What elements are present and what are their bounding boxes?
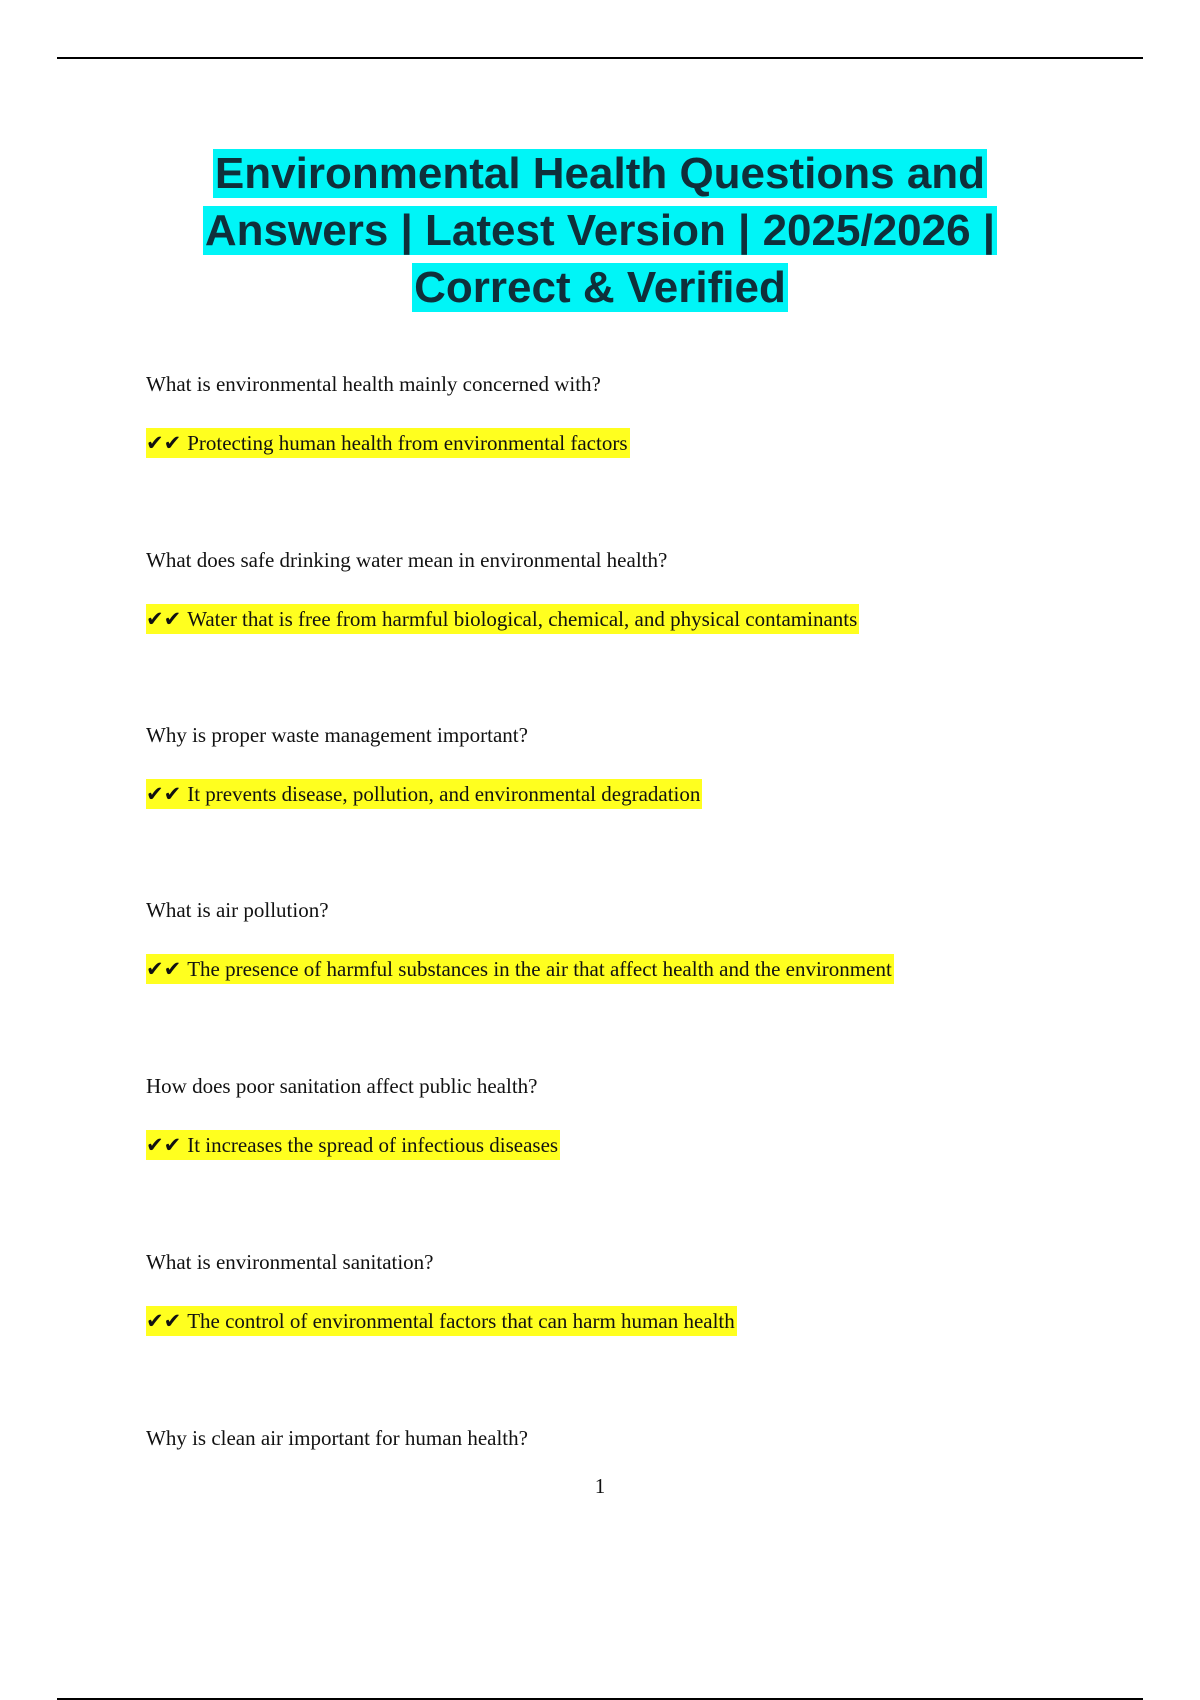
answer-label: Water that is free from harmful biological, chemical, and physical contaminants [187, 607, 858, 631]
answer-label: The presence of harmful substances in the air that affect health and the environment [187, 957, 892, 981]
answer-text [146, 428, 630, 458]
double-check-icon: ✔✔ [146, 782, 182, 806]
title-line-3: Correct & Verified [414, 263, 786, 312]
top-rule [57, 57, 1143, 59]
answer-text [146, 604, 859, 634]
answer-text [146, 954, 894, 984]
question-text: What is environmental sanitation? [146, 1250, 434, 1274]
question-text: What does safe drinking water mean in environmental health? [146, 548, 668, 572]
answer-label: Protecting human health from environmental factors [187, 431, 628, 455]
question-text: What is air pollution? [146, 898, 329, 922]
title-line-2: Answers | Latest Version | 2025/2026 | [204, 206, 996, 255]
answer-text [146, 1306, 737, 1336]
double-check-icon: ✔✔ [146, 1133, 182, 1157]
answer-text [146, 1130, 560, 1160]
question-text: What is environmental health mainly concerned with? [146, 372, 601, 396]
question-text: Why is proper waste management important? [146, 723, 528, 747]
double-check-icon: ✔✔ [146, 431, 182, 455]
double-check-icon: ✔✔ [146, 957, 182, 981]
answer-label: It increases the spread of infectious diseases [187, 1133, 559, 1157]
answer-label: It prevents disease, pollution, and environmental degradation [187, 782, 701, 806]
page-number: 1 [594, 1474, 606, 1498]
double-check-icon: ✔✔ [146, 607, 182, 631]
double-check-icon: ✔✔ [146, 1309, 182, 1333]
question-text: How does poor sanitation affect public health? [146, 1074, 538, 1098]
answer-text [146, 779, 702, 809]
document-title [120, 145, 1080, 316]
question-text: Why is clean air important for human health? [146, 1426, 528, 1450]
title-line-1: Environmental Health Questions and [214, 149, 986, 198]
answer-label: The control of environmental factors that can harm human health [187, 1309, 735, 1333]
